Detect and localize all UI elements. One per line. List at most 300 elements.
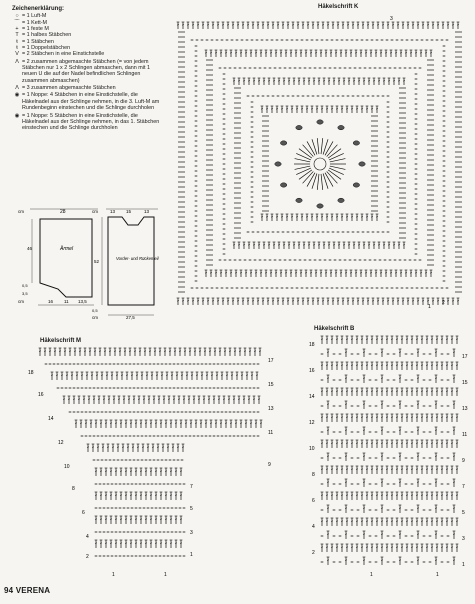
chain-mark: [239, 259, 241, 261]
stitch-mark: [303, 78, 306, 85]
chain-mark: [374, 259, 376, 261]
chain-mark: [165, 435, 167, 437]
chain-mark: [195, 220, 197, 222]
stitch-mark: [365, 270, 368, 277]
stitch-mark: [166, 372, 169, 380]
chain-mark: [393, 405, 395, 407]
chain-mark: [237, 411, 239, 413]
chain-mark: [387, 116, 389, 118]
stitch-mark: [426, 440, 429, 448]
chain-mark: [173, 411, 175, 413]
stitch-mark: [99, 348, 102, 356]
stitch-mark: [105, 540, 108, 548]
stitch-mark: [327, 479, 330, 487]
chain-mark: [223, 203, 225, 205]
chain-mark: [441, 287, 443, 289]
stitch-mark: [190, 420, 193, 428]
chain-mark: [399, 67, 401, 69]
chain-mark: [321, 535, 323, 537]
stitch-mark: [144, 348, 147, 356]
stitch-mark: [243, 396, 246, 404]
stitch-mark: [371, 214, 374, 221]
chain-mark: [111, 555, 113, 557]
chain-mark: [253, 387, 255, 389]
stitch-mark: [451, 362, 454, 370]
chain-mark: [386, 287, 388, 289]
chain-mark: [193, 411, 195, 413]
legend-title: Zeichenerklärung:: [12, 6, 65, 12]
stitch-mark: [326, 492, 329, 500]
chain-mark: [237, 363, 239, 365]
chain-mark: [97, 363, 99, 365]
row-number: 14: [309, 394, 315, 400]
chain-mark: [415, 178, 417, 180]
popcorn-four-icon: ◉: [14, 92, 20, 99]
stitch-mark: [425, 270, 428, 277]
stitch-mark: [329, 168, 344, 175]
stitch-mark: [371, 362, 374, 370]
stitch-mark: [240, 270, 243, 277]
stitch-mark: [356, 440, 359, 448]
stitch-mark: [376, 414, 379, 422]
stitch-mark: [297, 22, 300, 29]
chain-mark: [251, 141, 253, 143]
chain-mark: [65, 387, 67, 389]
stitch-mark: [403, 78, 406, 85]
chain-mark: [201, 411, 203, 413]
chain-mark: [223, 128, 225, 130]
chain-mark: [105, 411, 107, 413]
stitch-mark: [446, 518, 449, 526]
chain-mark: [443, 265, 445, 267]
chain-mark: [165, 387, 167, 389]
chain-mark: [241, 39, 243, 41]
stitch-mark: [451, 440, 454, 448]
chain-mark: [121, 363, 123, 365]
stitch-mark: [386, 388, 389, 396]
stitch-mark: [140, 492, 143, 500]
chain-mark: [441, 39, 443, 41]
stitch-mark: [426, 388, 429, 396]
stitch-mark: [270, 270, 273, 277]
chain-mark: [364, 67, 366, 69]
stitch-mark: [416, 336, 419, 344]
stitch-mark: [220, 270, 223, 277]
chain-mark: [197, 363, 199, 365]
chain-mark: [319, 67, 321, 69]
stitch-mark: [307, 173, 315, 187]
chain-mark: [351, 509, 353, 511]
chain-mark: [443, 170, 445, 172]
chain-mark: [195, 115, 197, 117]
chain-mark: [97, 459, 99, 461]
chain-mark: [125, 459, 127, 461]
chain-mark: [223, 223, 225, 225]
chain-mark: [423, 405, 425, 407]
stitch-mark: [140, 516, 143, 524]
stitch-mark: [235, 50, 238, 57]
chain-mark: [101, 363, 103, 365]
chain-mark: [195, 160, 197, 162]
chain-mark: [296, 287, 298, 289]
stitch-mark: [44, 348, 47, 356]
stitch-mark: [258, 78, 261, 85]
legend: [12, 6, 164, 132]
chain-mark: [236, 39, 238, 41]
chain-mark: [405, 561, 407, 563]
stitch-mark: [239, 348, 242, 356]
chain-mark: [415, 138, 417, 140]
popcorn-mark: [338, 198, 344, 202]
chain-mark: [157, 363, 159, 365]
chain-mark: [195, 155, 197, 157]
row-number: 2: [312, 550, 315, 556]
chain-mark: [163, 555, 165, 557]
chain-mark: [115, 531, 117, 533]
stitch-mark: [170, 468, 173, 476]
stitch-mark: [376, 362, 379, 370]
stitch-mark: [336, 388, 339, 396]
chain-mark: [324, 67, 326, 69]
slip-stitch-icon: ⌒: [14, 19, 20, 26]
stitch-mark: [245, 270, 248, 277]
row-number: 9: [268, 462, 271, 468]
chain-mark: [195, 250, 197, 252]
stitch-mark: [266, 214, 269, 221]
stitch-mark: [288, 78, 291, 85]
chain-mark: [107, 531, 109, 533]
stitch-mark: [150, 468, 153, 476]
stitch-mark: [391, 336, 394, 344]
stitch-mark: [180, 420, 183, 428]
stitch-mark: [122, 444, 125, 452]
stitch-mark: [59, 348, 62, 356]
stitch-mark: [376, 336, 379, 344]
stitch-mark: [276, 214, 279, 221]
stitch-mark: [390, 50, 393, 57]
stitch-mark: [441, 362, 444, 370]
chain-mark: [167, 531, 169, 533]
stitch-mark: [376, 544, 379, 552]
chain-mark: [93, 411, 95, 413]
stitch-mark: [94, 348, 97, 356]
chain-mark: [415, 153, 417, 155]
stitch-mark: [214, 348, 217, 356]
stitch-mark: [361, 518, 364, 526]
chain-mark: [223, 78, 225, 80]
chain-mark: [415, 248, 417, 250]
chain-mark: [375, 431, 377, 433]
chain-mark: [97, 411, 99, 413]
stitch-mark: [441, 440, 444, 448]
chain-mark: [139, 555, 141, 557]
chain-mark: [357, 535, 359, 537]
stitch-mark: [95, 516, 98, 524]
stitch-mark: [405, 50, 408, 57]
stitch-mark: [345, 349, 348, 357]
chain-mark: [409, 259, 411, 261]
stitch-mark: [341, 492, 344, 500]
chain-mark: [332, 231, 334, 233]
stitch-mark: [436, 414, 439, 422]
stitch-mark: [441, 466, 444, 474]
chain-mark: [411, 405, 413, 407]
stitch-mark: [95, 492, 98, 500]
stitch-mark: [456, 440, 459, 448]
stitch-mark: [301, 214, 304, 221]
chain-mark: [141, 363, 143, 365]
chain-mark: [333, 457, 335, 459]
stitch-mark: [296, 153, 311, 160]
stitch-mark: [146, 372, 149, 380]
chain-mark: [195, 135, 197, 137]
stitch-mark: [456, 492, 459, 500]
chain-mark: [189, 435, 191, 437]
chain-mark: [415, 193, 417, 195]
chain-mark: [387, 405, 389, 407]
stitch-mark: [431, 362, 434, 370]
chain-mark: [447, 379, 449, 381]
chain-mark: [429, 561, 431, 563]
chain-mark: [254, 259, 256, 261]
chain-mark: [195, 165, 197, 167]
stitch-mark: [230, 270, 233, 277]
chain-mark: [223, 218, 225, 220]
chain-mark: [195, 65, 197, 67]
stitch-mark: [456, 414, 459, 422]
stitch-mark: [453, 453, 456, 461]
stitch-mark: [299, 149, 312, 158]
stitch-mark: [456, 336, 459, 344]
stitch-mark: [401, 414, 404, 422]
chain-mark: [349, 67, 351, 69]
chain-mark: [241, 287, 243, 289]
stitch-mark: [145, 492, 148, 500]
stitch-mark: [421, 466, 424, 474]
stitch-mark: [90, 420, 93, 428]
stitch-mark: [178, 396, 181, 404]
stitch-mark: [160, 540, 163, 548]
stitch-mark: [375, 270, 378, 277]
stitch-mark: [211, 372, 214, 380]
chain-mark: [372, 95, 374, 97]
stitch-mark: [457, 298, 460, 305]
two-dc-together-icon: Λ: [15, 58, 19, 65]
stitch-mark: [391, 466, 394, 474]
stitch-mark: [307, 141, 315, 155]
chain-mark: [326, 287, 328, 289]
stitch-mark: [210, 50, 213, 57]
stitch-mark: [301, 106, 304, 113]
stitch-mark: [427, 22, 430, 29]
chain-mark: [167, 555, 169, 557]
stitch-mark: [373, 78, 376, 85]
stitch-mark: [381, 544, 384, 552]
stitch-mark: [141, 372, 144, 380]
stitch-mark: [452, 22, 455, 29]
stitch-mark: [426, 544, 429, 552]
chain-mark: [195, 215, 197, 217]
stitch-mark: [126, 372, 129, 380]
chain-mark: [69, 387, 71, 389]
stitch-mark: [177, 298, 180, 305]
legend-row: [12, 92, 164, 111]
chain-mark: [225, 435, 227, 437]
chain-mark: [175, 531, 177, 533]
stitch-mark: [288, 242, 291, 249]
chain-mark: [399, 259, 401, 261]
stitch-mark: [426, 336, 429, 344]
chain-mark: [327, 95, 329, 97]
stitch-mark: [135, 492, 138, 500]
stitch-mark: [221, 372, 224, 380]
stitch-mark: [160, 516, 163, 524]
chain-mark: [139, 483, 141, 485]
stitch-mark: [180, 516, 183, 524]
chain-mark: [239, 67, 241, 69]
stitch-mark: [396, 518, 399, 526]
chain-mark: [145, 435, 147, 437]
stitch-mark: [371, 106, 374, 113]
stitch-mark: [225, 420, 228, 428]
chain-mark: [244, 259, 246, 261]
stitch-mark: [430, 50, 433, 57]
stitch-mark: [328, 78, 331, 85]
stitch-mark: [401, 518, 404, 526]
stitch-mark: [310, 50, 313, 57]
chain-mark: [77, 387, 79, 389]
stitch-mark: [325, 173, 333, 187]
chain-mark: [389, 67, 391, 69]
chain-mark: [301, 39, 303, 41]
stitch-mark: [295, 50, 298, 57]
chain-mark: [195, 45, 197, 47]
stitch-mark: [399, 401, 402, 409]
legend-text: = 2 zusammen abgemaschte Stäbchen (= von jedem Stäbchen nur 1 x 2 Schlingen abmaschen, dann mit 1 neuen U die auf der Nadel befindlichen Schlingen zusammen abmaschen): [22, 58, 150, 84]
chain-mark: [173, 435, 175, 437]
stitch-mark: [232, 22, 235, 29]
chain-mark: [367, 231, 369, 233]
chain-mark: [352, 95, 354, 97]
stitch-mark: [437, 298, 440, 305]
stitch-mark: [330, 270, 333, 277]
stitch-mark: [446, 492, 449, 500]
stitch-mark: [318, 78, 321, 85]
stitch-mark: [361, 214, 364, 221]
stitch-mark: [252, 22, 255, 29]
chain-mark: [346, 287, 348, 289]
legend-text: = 1 Noppe: 4 Stäbchen in eine Einstichstelle, die Häkelnadel aus der Schlinge nehmen, in die 3. Luft-M am Rundenbeginn einstechen und die Schlinge durchholen: [22, 92, 160, 112]
chain-mark: [233, 435, 235, 437]
stitch-mark: [446, 414, 449, 422]
chain-mark: [249, 259, 251, 261]
stitch-mark: [180, 540, 183, 548]
chain-mark: [216, 287, 218, 289]
chain-mark: [147, 531, 149, 533]
chain-mark: [429, 457, 431, 459]
chain-mark: [411, 561, 413, 563]
chain-mark: [129, 435, 131, 437]
chain-mark: [429, 431, 431, 433]
stitch-mark: [421, 388, 424, 396]
chain-mark: [123, 555, 125, 557]
chain-mark: [167, 483, 169, 485]
stitch-mark: [436, 492, 439, 500]
stitch-mark: [363, 349, 366, 357]
chain-mark: [415, 108, 417, 110]
stitch-mark: [385, 50, 388, 57]
stitch-mark: [326, 388, 329, 396]
stitch-mark: [175, 420, 178, 428]
stitch-mark: [336, 466, 339, 474]
chain-mark: [97, 435, 99, 437]
stitch-mark: [275, 50, 278, 57]
chain-mark: [375, 561, 377, 563]
chain-mark: [411, 509, 413, 511]
chain-mark: [179, 555, 181, 557]
chain-mark: [443, 190, 445, 192]
bottom-mark: 1: [436, 572, 439, 578]
stitch-mark: [417, 479, 420, 487]
stitch-mark: [375, 50, 378, 57]
chain-mark: [173, 387, 175, 389]
row-number: 17: [462, 354, 468, 360]
chain-mark: [362, 95, 364, 97]
stitch-mark: [104, 348, 107, 356]
stitch-mark: [345, 401, 348, 409]
chain-mark: [195, 85, 197, 87]
chain-mark: [113, 435, 115, 437]
chain-mark: [411, 535, 413, 537]
chain-mark: [181, 459, 183, 461]
stitch-mark: [201, 372, 204, 380]
chain-mark: [314, 259, 316, 261]
stitch-mark: [197, 22, 200, 29]
chain-mark: [379, 67, 381, 69]
stitch-mark: [265, 50, 268, 57]
stitch-mark: [120, 492, 123, 500]
stitch-mark: [312, 298, 315, 305]
chain-mark: [271, 287, 273, 289]
chain-mark: [195, 245, 197, 247]
chain-mark: [101, 387, 103, 389]
chain-mark: [95, 507, 97, 509]
stitch-mark: [351, 466, 354, 474]
chain-mark: [443, 65, 445, 67]
stitch-mark: [298, 242, 301, 249]
chain-mark: [292, 231, 294, 233]
bottom-mark: 1: [112, 572, 115, 578]
stitch-mark: [155, 540, 158, 548]
stitch-mark: [102, 444, 105, 452]
stitch-mark: [417, 298, 420, 305]
chain-mark: [223, 83, 225, 85]
chain-mark: [415, 143, 417, 145]
stitch-mark: [87, 444, 90, 452]
chain-mark: [387, 156, 389, 158]
stitch-mark: [175, 540, 178, 548]
stitch-mark: [260, 420, 263, 428]
stitch-mark: [135, 468, 138, 476]
stitch-mark: [295, 270, 298, 277]
stitch-mark: [185, 420, 188, 428]
stitch-mark: [363, 427, 366, 435]
stitch-mark: [377, 22, 380, 29]
chain-mark: [175, 555, 177, 557]
chain-mark: [229, 411, 231, 413]
stitch-mark: [83, 396, 86, 404]
stitch-mark: [85, 420, 88, 428]
